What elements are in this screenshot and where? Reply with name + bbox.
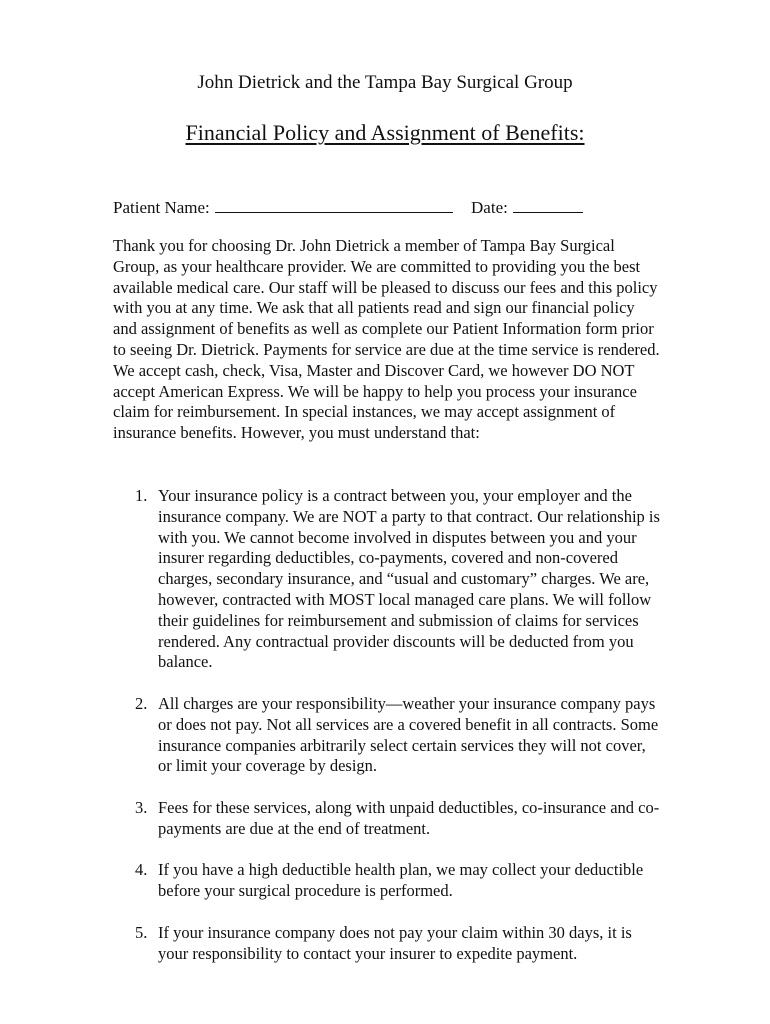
list-item-text: All charges are your responsibility—weather your insurance company pays or does not pay. Not all services are a covered benefit in all contracts. Some insurance companies arbitrarily select certain services they will not cover, or limit your coverage by design.	[158, 693, 659, 776]
intro-paragraph: Thank you for choosing Dr. John Dietrick a member of Tampa Bay Surgical Group, as your healthcare provider. We are committed to providing you the best available medical care. Our staff will be pleased to discuss our fees and this policy with you at any time. We ask that all patients read and sign our financial policy and assignment of benefits as well as complete our Patient Information form prior to seeing Dr. Dietrick. Payments for service are due at the time service is rendered. We accept cash, check, Visa, Master and Discover Card, we however DO NOT accept American Express. We will be happy to help you process your insurance claim for reimbursement. In special instances, we may accept assignment of insurance benefits. However, you must understand that:	[113, 236, 660, 443]
list-item-text: Fees for these services, along with unpaid deductibles, co-insurance and co-payments are due at the end of treatment.	[158, 797, 660, 838]
patient-name-field[interactable]	[215, 195, 453, 213]
list-item	[113, 694, 661, 777]
terms-list	[113, 486, 661, 985]
list-item	[113, 486, 661, 673]
list-item	[113, 923, 661, 965]
date-field[interactable]	[513, 195, 583, 213]
list-item	[113, 860, 661, 902]
patient-info-row	[113, 195, 583, 219]
organization-heading: John Dietrick and the Tampa Bay Surgical Group	[197, 72, 573, 93]
list-item-text: If you have a high deductible health plan, we may collect your deductible before your surgical procedure is performed.	[158, 860, 644, 901]
date-label: Date:	[471, 198, 508, 217]
list-item	[113, 798, 661, 840]
document-title: Financial Policy and Assignment of Benefits:	[185, 120, 585, 145]
list-item-number: 5.	[135, 922, 148, 942]
list-item-text: If your insurance company does not pay your claim within 30 days, it is your responsibility to contact your insurer to expedite payment.	[158, 922, 632, 963]
list-item-number: 4.	[135, 860, 148, 880]
list-item-number: 2.	[135, 693, 148, 713]
list-item-number: 3.	[135, 797, 148, 817]
list-item-number: 1.	[135, 486, 148, 505]
patient-name-label: Patient Name:	[113, 198, 210, 217]
list-item-text: Your insurance policy is a contract between you, your employer and the insurance company. We are NOT a party to that contract. Our relationship is with you. We cannot become involved in disputes between you and your insurer regarding deductibles, co-payments, covered and non-covered charges, secondary insurance, and “usual and customary” charges. We are, however, contracted with MOST local managed care plans. We will follow their guidelines for reimbursement and submission of claims for services rendered. Any contractual provider discounts will be deducted from you balance.	[158, 486, 660, 672]
